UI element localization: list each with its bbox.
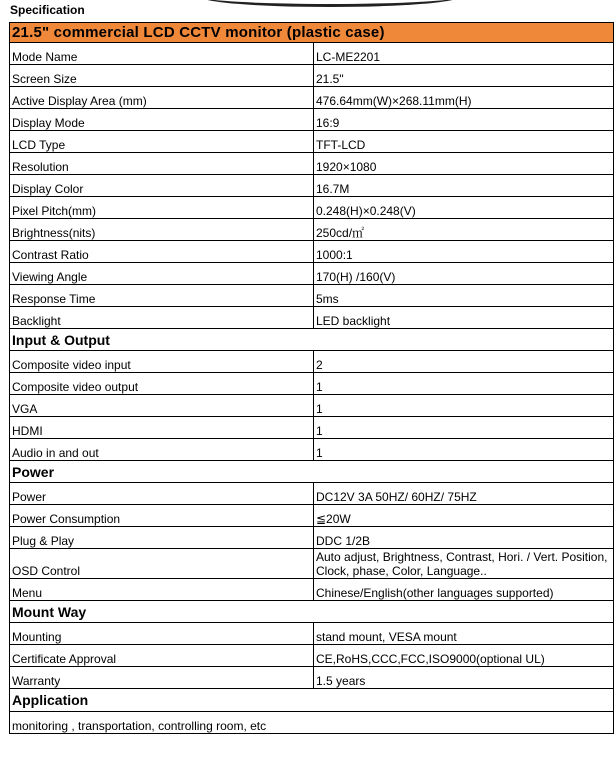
table-row xyxy=(10,417,614,439)
spec-value: 476.64mm(W)×268.11mm(H) xyxy=(314,87,614,109)
spec-table xyxy=(9,22,614,734)
spec-value: 1 xyxy=(314,439,614,461)
spec-value: 0.248(H)×0.248(V) xyxy=(314,197,614,219)
spec-value: 1 xyxy=(314,417,614,439)
spec-value: LED backlight xyxy=(314,307,614,329)
spec-value: 1 xyxy=(314,395,614,417)
table-row xyxy=(10,109,614,131)
table-row xyxy=(10,527,614,549)
spec-label: VGA xyxy=(10,395,314,417)
spec-label: Power xyxy=(10,483,314,505)
spec-label: Response Time xyxy=(10,285,314,307)
spec-value: 170(H) /160(V) xyxy=(314,263,614,285)
table-row xyxy=(10,43,614,65)
spec-label: Certificate Approval xyxy=(10,645,314,667)
table-row xyxy=(10,87,614,109)
spec-value: 250cd/㎡ xyxy=(314,219,614,241)
table-row xyxy=(10,483,614,505)
spec-value: 1920×1080 xyxy=(314,153,614,175)
spec-label: Resolution xyxy=(10,153,314,175)
table-row xyxy=(10,579,614,601)
spec-value: DC12V 3A 50HZ/ 60HZ/ 75HZ xyxy=(314,483,614,505)
product-banner xyxy=(10,23,614,43)
table-row xyxy=(10,197,614,219)
spec-value: 5ms xyxy=(314,285,614,307)
spec-value: 16.7M xyxy=(314,175,614,197)
section-mount-way-title: Mount Way xyxy=(10,601,614,623)
product-banner-text: 21.5" commercial LCD CCTV monitor (plastic case) xyxy=(10,23,614,43)
spec-value: 1000:1 xyxy=(314,241,614,263)
table-row xyxy=(10,65,614,87)
spec-label: Screen Size xyxy=(10,65,314,87)
spec-value: TFT-LCD xyxy=(314,131,614,153)
application-text: monitoring , transportation, controlling room, etc xyxy=(10,712,614,734)
page-title: Specification xyxy=(10,3,85,17)
section-input-output xyxy=(10,329,614,351)
spec-label: Mode Name xyxy=(10,43,314,65)
spec-value: LC-ME2201 xyxy=(314,43,614,65)
spec-label: Contrast Ratio xyxy=(10,241,314,263)
table-row xyxy=(10,645,614,667)
spec-value: Chinese/English(other languages supported) xyxy=(314,579,614,601)
spec-value: 21.5" xyxy=(314,65,614,87)
spec-label: Pixel Pitch(mm) xyxy=(10,197,314,219)
section-power xyxy=(10,461,614,483)
table-row xyxy=(10,175,614,197)
spec-label: OSD Control xyxy=(10,549,314,579)
spec-value: 1 xyxy=(314,373,614,395)
spec-value: DDC 1/2B xyxy=(314,527,614,549)
table-row xyxy=(10,505,614,527)
table-row xyxy=(10,219,614,241)
table-row xyxy=(10,395,614,417)
spec-label: Backlight xyxy=(10,307,314,329)
spec-label: Power Consumption xyxy=(10,505,314,527)
section-application xyxy=(10,689,614,712)
spec-label: Display Mode xyxy=(10,109,314,131)
spec-label: Composite video input xyxy=(10,351,314,373)
table-row xyxy=(10,373,614,395)
spec-label: Mounting xyxy=(10,623,314,645)
section-power-title: Power xyxy=(10,461,614,483)
table-row xyxy=(10,153,614,175)
spec-value: 2 xyxy=(314,351,614,373)
spec-label: Active Display Area (mm) xyxy=(10,87,314,109)
table-row xyxy=(10,439,614,461)
spec-label: Audio in and out xyxy=(10,439,314,461)
table-row xyxy=(10,131,614,153)
table-row xyxy=(10,263,614,285)
table-row xyxy=(10,307,614,329)
spec-value: 16:9 xyxy=(314,109,614,131)
spec-label: Display Color xyxy=(10,175,314,197)
spec-label: HDMI xyxy=(10,417,314,439)
spec-label: Menu xyxy=(10,579,314,601)
spec-value: ≦20W xyxy=(314,505,614,527)
spec-value: Auto adjust, Brightness, Contrast, Hori. / Vert. Position, Clock, phase, Color, Language.. xyxy=(314,549,614,579)
table-row xyxy=(10,285,614,307)
spec-label: Viewing Angle xyxy=(10,263,314,285)
section-input-output-title: Input & Output xyxy=(10,329,614,351)
application-row xyxy=(10,712,614,734)
spec-value: CE,RoHS,CCC,FCC,ISO9000(optional UL) xyxy=(314,645,614,667)
spec-value: stand mount, VESA mount xyxy=(314,623,614,645)
table-row xyxy=(10,241,614,263)
spec-value: 1.5 years xyxy=(314,667,614,689)
section-mount-way xyxy=(10,601,614,623)
spec-label: Composite video output xyxy=(10,373,314,395)
table-row xyxy=(10,667,614,689)
spec-label: Plug & Play xyxy=(10,527,314,549)
table-row xyxy=(10,351,614,373)
spec-label: LCD Type xyxy=(10,131,314,153)
table-row xyxy=(10,549,614,579)
table-row xyxy=(10,623,614,645)
section-application-title: Application xyxy=(10,689,614,712)
decorative-arc xyxy=(200,0,460,7)
spec-label: Brightness(nits) xyxy=(10,219,314,241)
spec-label: Warranty xyxy=(10,667,314,689)
